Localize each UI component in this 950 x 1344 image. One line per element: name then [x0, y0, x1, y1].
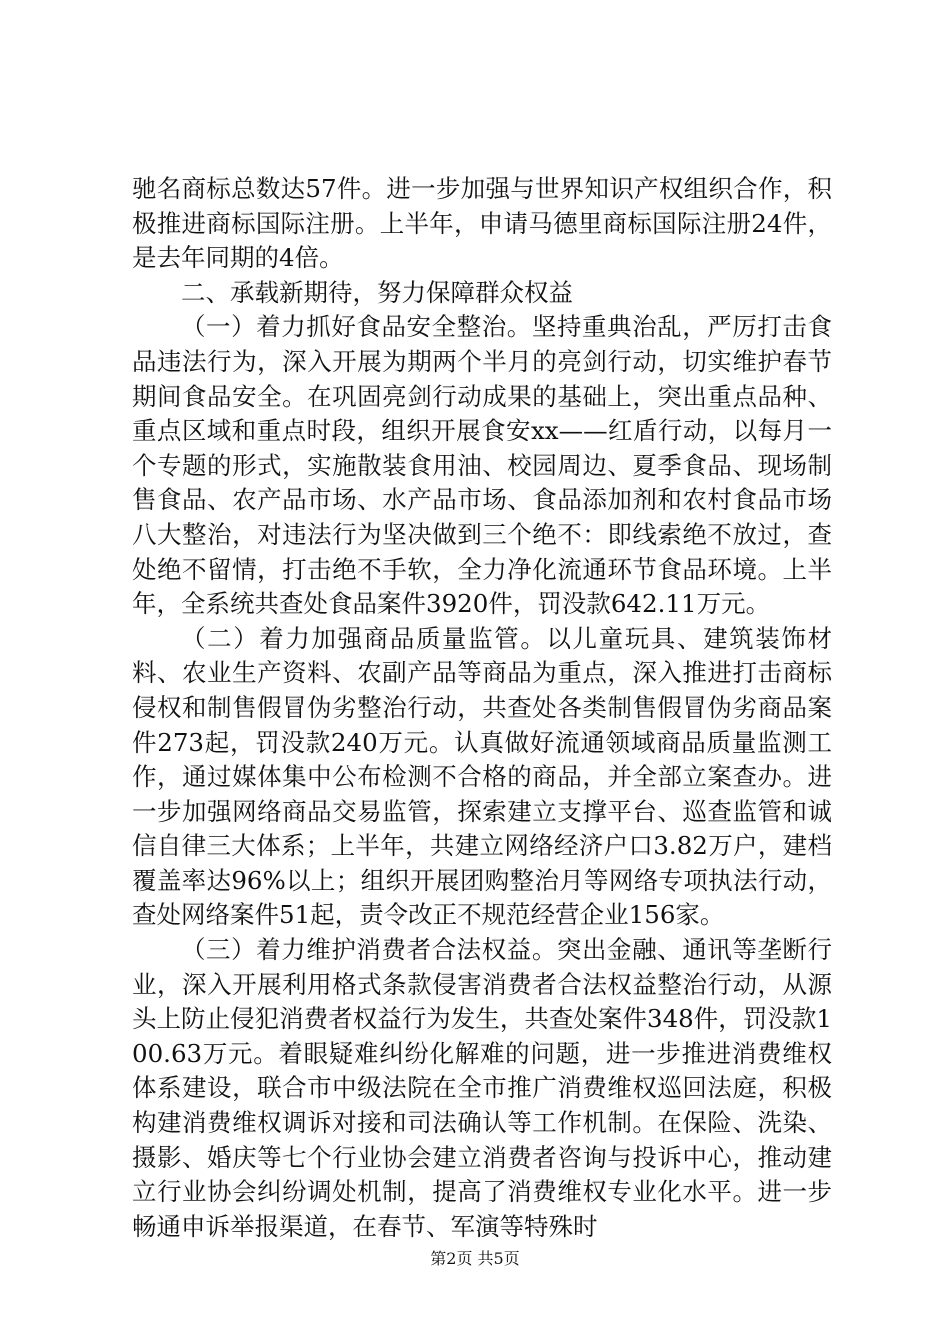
section-heading: 二、承载新期待，努力保障群众权益 — [181, 277, 573, 307]
paragraph-consumer-rights: （三）着力维护消费者合法权益。突出金融、通讯等垄断行业，深入开展利用格式条款侵害消费者合法权益整治行动，从源头上防止侵犯消费者权益行为发生，共查处案件348件，罚没款100.63万元。着眼疑难纠纷化解难的问题，进一步推进消费维权体系建设，联合市中级法院在全市推广消费维权巡回法庭，积极构建消费维权调诉对接和司法确认等工作机制。在保险、洗染、摄影、婚庆等七个行业协会建立消费者咨询与投诉中心，推动建立行业协会纠纷调处机制，提高了消费维权专业化水平。进一步畅通申诉举报渠道，在春节、军演等特殊时 — [132, 935, 832, 1241]
paragraph-food-safety: （一）着力抓好食品安全整治。坚持重典治乱，严厉打击食品违法行为，深入开展为期两个半月的亮剑行动，切实维护春节期间食品安全。在巩固亮剑行动成果的基础上，突出重点品种、重点区域和重点时段，组织开展食安xx——红盾行动，以每月一个专题的形式，实施散装食用油、校园周边、夏季食品、现场制售食品、农产品市场、水产品市场、食品添加剂和农村食品市场八大整治，对违法行为坚决做到三个绝不：即线索绝不放过，查处绝不留情，打击绝不手软，全力净化流通环节食品环境。上半年，全系统共查处食品案件3920件，罚没款642.11万元。 — [132, 312, 832, 619]
page-number-footer: 第2页 共5页 — [430, 1249, 520, 1268]
paragraph-product-quality: （二）着力加强商品质量监管。以儿童玩具、建筑装饰材料、农业生产资料、农副产品等商品为重点，深入推进打击商标侵权和制售假冒伪劣整治行动，共查处各类制售假冒伪劣商品案件273起，罚没款240万元。认真做好流通领域商品质量监测工作，通过媒体集中公布检测不合格的商品，并全部立案查办。进一步加强网络商品交易监管，探索建立支撑平台、巡查监管和诚信自律三大体系；上半年，共建立网络经济户口3.82万户，建档覆盖率达96%以上；组织开展团购整治月等网络专项执法行动，查处网络案件51起，责令改正不规范经营企业156家。 — [132, 623, 832, 930]
paragraph-trademark: 驰名商标总数达57件。进一步加强与世界知识产权组织合作，积极推进商标国际注册。上半年，申请马德里商标国际注册24件，是去年同期的4倍。 — [132, 174, 832, 273]
document-body — [132, 172, 832, 1244]
